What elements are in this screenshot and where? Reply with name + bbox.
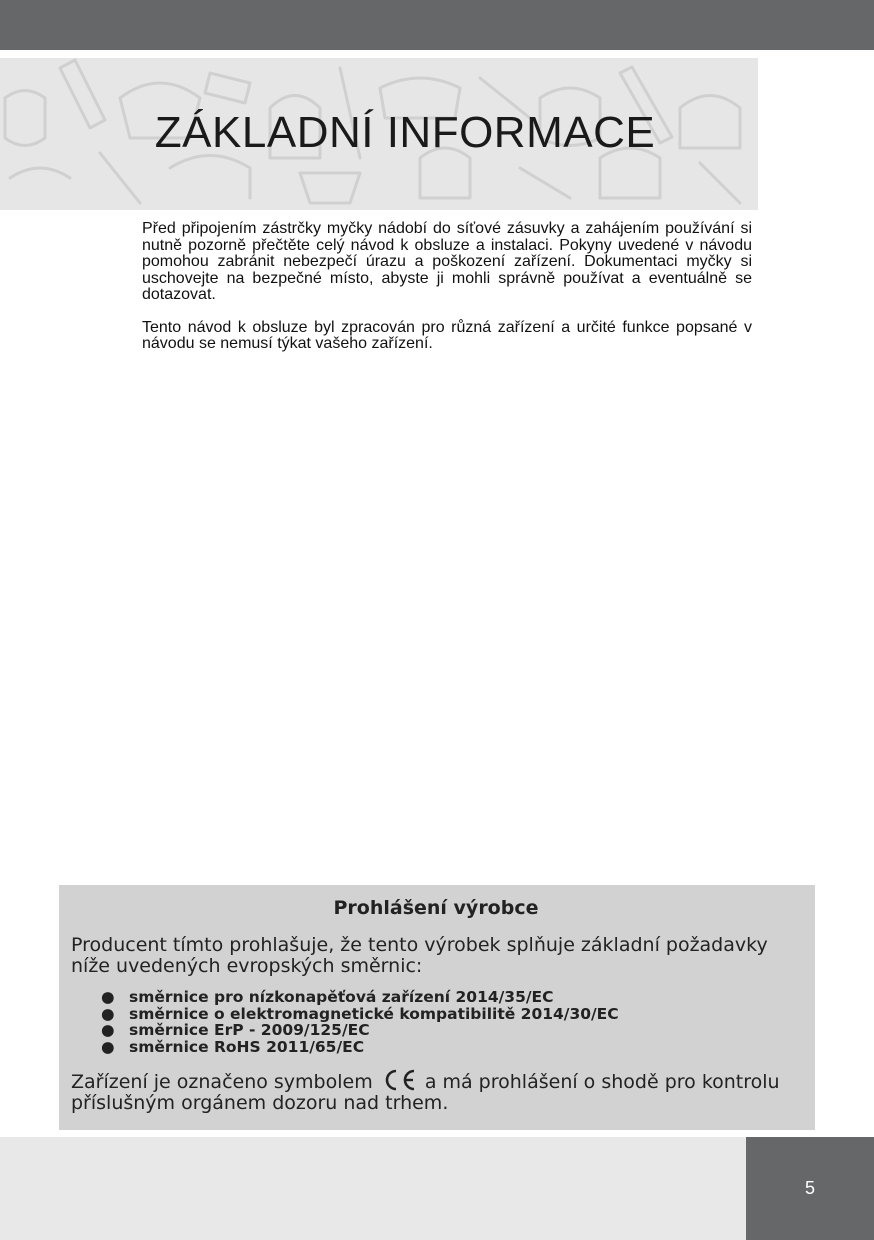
list-item — [101, 989, 801, 1006]
bullet-icon: ● — [101, 988, 115, 1006]
page-number: 5 — [746, 1137, 874, 1240]
ce-statement — [71, 1069, 801, 1114]
header-banner — [0, 58, 758, 210]
page-title: ZÁKLADNÍ INFORMACE — [154, 108, 656, 157]
intro-paragraph: Před připojením zástrčky myčky nádobí do síťové zásuvky a zahájením používání si nutně pozorně přečtěte celý návod k obsluze a instalaci. Pokyny uvedené v návodu pomohou zabránit nebezpečí úrazu a poškození zařízení. Dokumentaci myčky si uschovejte na bezpečné místo, abyste ji mohli správně používat a eventuálně se dotazovat. — [142, 220, 752, 303]
intro-section — [142, 221, 752, 369]
list-item — [101, 1039, 801, 1056]
directive-label: směrnice pro nízkonapěťová zařízení 2014/35/EC — [129, 988, 554, 1006]
directive-label: směrnice o elektromagnetické kompatibilitě 2014/30/EC — [129, 1004, 619, 1023]
directives-list — [71, 989, 801, 1055]
ce-statement-before: Zařízení je označeno symbolem — [71, 1071, 373, 1093]
footer-bar — [0, 1137, 746, 1240]
directive-label: směrnice RoHS 2011/65/EC — [129, 1037, 365, 1056]
directive-label: směrnice ErP - 2009/125/EC — [129, 1021, 370, 1039]
ce-mark-icon — [381, 1069, 417, 1091]
manufacturer-declaration — [59, 885, 815, 1130]
list-item — [101, 1006, 801, 1023]
bullet-icon: ● — [101, 1021, 115, 1039]
declaration-title: Prohlášení výrobce — [333, 897, 539, 919]
bullet-icon: ● — [101, 1004, 115, 1023]
intro-paragraph: Tento návod k obsluze byl zpracován pro různá zařízení a určité funkce popsané v návodu se nemusí týkat vašeho zařízení. — [142, 318, 752, 352]
list-item — [101, 1022, 801, 1039]
ce-statement-after: a má prohlášení o shodě pro kontrolu příslušným orgánem dozoru nad trhem. — [71, 1071, 780, 1114]
top-bar — [0, 0, 874, 50]
declaration-intro: Producent tímto prohlašuje, že tento výrobek splňuje základní požadavky níže uvedených evropských směrnic: — [71, 934, 768, 977]
bullet-icon: ● — [101, 1037, 115, 1056]
